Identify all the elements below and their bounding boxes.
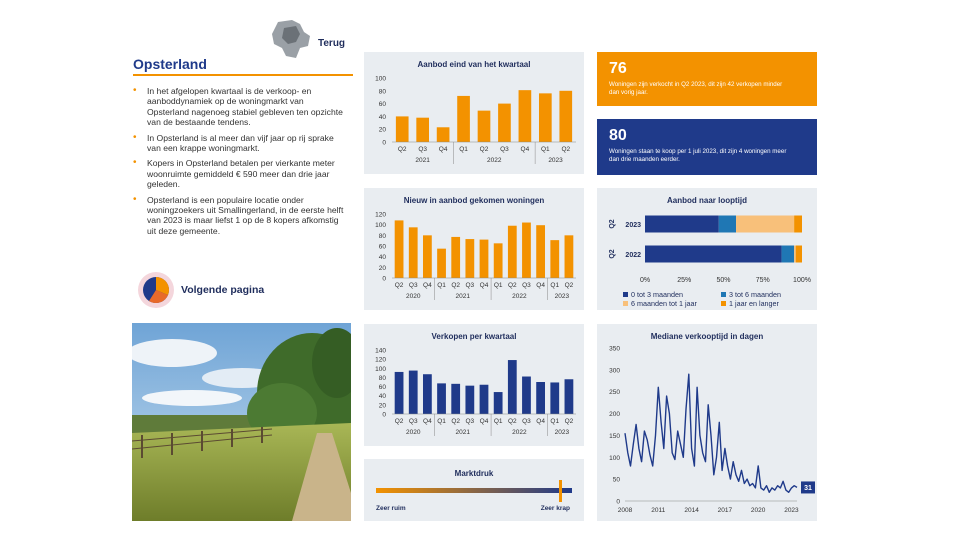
bar [437, 127, 450, 142]
x-tick-label: Q3 [522, 282, 531, 289]
bar [409, 371, 418, 414]
panel-aanbod [364, 52, 584, 174]
y-tick-label: 40 [378, 254, 386, 262]
kpi-card-forsale [597, 119, 817, 175]
panel-looptijd [597, 188, 817, 310]
x-tick-label: Q1 [550, 418, 560, 425]
intro-bullets [133, 86, 348, 241]
bar [536, 382, 545, 414]
x-tick-label: Q2 [564, 418, 574, 425]
x-tick-label: Q3 [408, 282, 418, 289]
y-tick-label: 40 [378, 113, 386, 121]
bar [465, 239, 474, 278]
bullet-item: • In het afgelopen kwartaal is de verkoop- en aanboddynamiek op de woningmarkt van Opsterland nagenoeg stabiel gebleven ten opzichte van de bestaande tendens. [133, 86, 348, 128]
bar [565, 379, 574, 414]
legend-label: 3 tot 6 maanden [729, 290, 781, 299]
marktdruk-right-label: Zeer krap [540, 505, 570, 512]
group-label: Q2 [609, 219, 616, 229]
bar [437, 383, 446, 414]
bar [519, 90, 532, 142]
stacked-segment [736, 216, 794, 233]
year-group-label: 2020 [405, 429, 421, 436]
stacked-segment [794, 246, 796, 263]
y-tick-label: 350 [609, 345, 620, 353]
y-tick-label: 40 [378, 393, 386, 401]
legend-item [721, 290, 781, 299]
y-tick-label: 250 [609, 389, 620, 397]
bar [498, 104, 511, 142]
bar [423, 235, 432, 278]
bar [536, 225, 545, 278]
x-tick-label: Q4 [520, 146, 530, 153]
bar [480, 385, 489, 414]
year-group-label: 2021 [455, 293, 471, 300]
x-tick-label: 25% [677, 277, 692, 284]
y-tick-label: 20 [378, 402, 386, 410]
x-tick-label: Q4 [536, 418, 545, 425]
x-tick-label: Q1 [437, 418, 446, 425]
marktdruk-marker [559, 480, 562, 502]
x-tick-label: 50% [716, 277, 731, 284]
legend-swatch [623, 292, 628, 297]
bar [494, 243, 503, 278]
y-tick-label: 20 [378, 126, 386, 134]
year-group-label: 2022 [512, 429, 527, 436]
stacked-segment [645, 246, 782, 263]
year-group-label: 2021 [415, 157, 430, 164]
x-tick-label: 2011 [651, 507, 666, 514]
legend-item [721, 299, 779, 308]
page-title: Opsterland [133, 56, 207, 72]
marktdruk-left-label: Zeer ruim [376, 505, 406, 512]
y-tick-label: 0 [382, 275, 386, 283]
y-tick-label: 140 [375, 347, 386, 355]
legend-swatch [721, 292, 726, 297]
panel-marktdruk [364, 459, 584, 521]
x-tick-label: Q1 [540, 146, 550, 153]
y-tick-label: 120 [375, 211, 386, 219]
bar [451, 237, 460, 278]
y-tick-label: 100 [375, 365, 386, 373]
legend-item [623, 299, 697, 308]
bar [565, 235, 574, 278]
y-tick-label: 50 [612, 476, 620, 484]
bar [478, 111, 491, 142]
y-tick-label: 200 [609, 411, 620, 419]
x-tick-label: Q3 [408, 418, 418, 425]
bar [396, 116, 409, 142]
stacked-segment [645, 216, 719, 233]
x-tick-label: Q2 [451, 418, 461, 425]
year-group-label: 2023 [554, 429, 570, 436]
x-tick-label: Q1 [459, 146, 468, 153]
last-value-label: 31 [804, 484, 812, 492]
x-tick-label: Q2 [479, 146, 489, 153]
y-tick-label: 300 [609, 367, 620, 375]
chart-verkooptijd [597, 324, 817, 521]
year-group-label: 2022 [512, 293, 527, 300]
y-tick-label: 80 [378, 232, 386, 240]
legend-label: 0 tot 3 maanden [631, 290, 683, 299]
legend-label: 1 jaar en langer [729, 299, 779, 308]
year-group-label: 2020 [405, 293, 421, 300]
y-tick-label: 100 [609, 454, 620, 462]
x-tick-label: Q2 [561, 146, 571, 153]
bar [522, 223, 531, 278]
bar [423, 374, 432, 414]
bar [395, 220, 404, 278]
x-tick-label: Q4 [479, 282, 489, 289]
x-tick-label: Q4 [423, 282, 432, 289]
bar [409, 227, 418, 278]
y-tick-label: 60 [378, 243, 386, 251]
x-tick-label: Q2 [451, 282, 461, 289]
year-group-label: 2023 [548, 157, 563, 164]
chart-title: Nieuw in aanbod gekomen woningen [403, 196, 545, 205]
kpi-value: 80 [609, 127, 627, 144]
chart-nieuw [364, 188, 584, 310]
bar [457, 96, 470, 142]
x-tick-label: Q1 [550, 282, 560, 289]
bullet-item: • In Opsterland is al meer dan vijf jaar op rij sprake van een krappe woningmarkt. [133, 133, 348, 154]
y-tick-label: 0 [382, 411, 386, 419]
x-tick-label: Q3 [500, 146, 509, 153]
x-tick-label: Q3 [465, 418, 475, 425]
x-tick-label: Q3 [418, 146, 428, 153]
bullet-item: • Opsterland is een populaire locatie onder woningzoekers uit Smallingerland, in de eerste helft van 2023 is maar liefst 1 op de 8 kopers afkomstig uit deze gemeente. [133, 195, 348, 237]
chart-title: Verkopen per kwartaal [431, 332, 517, 341]
stacked-segment [719, 216, 736, 233]
x-tick-label: 2020 [750, 507, 766, 514]
bar [559, 91, 572, 142]
y-tick-label: 80 [378, 88, 386, 96]
bar [395, 372, 404, 414]
panel-verkopen [364, 324, 584, 446]
bar [480, 240, 489, 278]
bar [550, 382, 559, 414]
x-tick-label: Q3 [522, 418, 531, 425]
x-tick-label: Q3 [465, 282, 475, 289]
x-tick-label: Q1 [493, 282, 503, 289]
x-tick-label: Q2 [394, 418, 404, 425]
x-tick-label: Q4 [423, 418, 432, 425]
group-label: Q2 [609, 249, 616, 259]
kpi-text: Woningen zijn verkocht in Q2 2023, dit zijn 42 verkopen minder dan vorig jaar. [609, 81, 783, 96]
x-tick-label: 100% [793, 277, 811, 284]
year-group-label: 2022 [486, 157, 502, 164]
year-group-label: 2023 [554, 293, 570, 300]
kpi-text: Woningen staan te koop per 1 juli 2023, dit zijn 4 woningen meer dan drie maanden eerder. [609, 148, 787, 163]
bar [451, 384, 460, 414]
back-link[interactable]: Terug [318, 38, 346, 49]
x-tick-label: Q4 [438, 146, 448, 153]
x-tick-label: 75% [755, 277, 770, 284]
panel-verkooptijd [597, 324, 817, 521]
y-tick-label: 120 [375, 356, 386, 364]
y-tick-label: 150 [609, 432, 620, 440]
landscape-photo [132, 323, 351, 521]
stacked-segment [794, 216, 802, 233]
marktdruk-title: Marktdruk [454, 469, 494, 478]
chart-title: Mediane verkooptijd in dagen [650, 332, 764, 341]
x-tick-label: 2023 [784, 507, 799, 514]
x-tick-label: Q4 [536, 282, 545, 289]
chart-title: Aanbod naar looptijd [667, 196, 747, 205]
title-underline [133, 74, 353, 76]
chart-verkopen [364, 324, 584, 446]
chart-aanbod [364, 52, 584, 174]
legend-label: 6 maanden tot 1 jaar [631, 299, 697, 308]
panel-nieuw [364, 188, 584, 310]
y-tick-label: 80 [378, 374, 386, 382]
x-tick-label: Q2 [394, 282, 404, 289]
bar [437, 249, 446, 278]
legend-item [623, 290, 683, 299]
y-category-label: 2022 [625, 252, 641, 259]
bar [508, 226, 517, 278]
stacked-segment [796, 246, 802, 263]
bar [539, 93, 552, 142]
y-tick-label: 100 [375, 222, 386, 230]
x-tick-label: Q2 [507, 418, 517, 425]
kpi-value: 76 [609, 60, 627, 77]
x-tick-label: 0% [639, 277, 651, 284]
bar [508, 360, 517, 414]
bullet-item: • Kopers in Opsterland betalen per vierkante meter woonruimte gemiddeld € 590 meer dan drie jaar geleden. [133, 158, 348, 189]
x-tick-label: 2008 [617, 507, 633, 514]
x-tick-label: Q2 [397, 146, 407, 153]
bar [550, 240, 559, 278]
marktdruk-scale [376, 488, 572, 493]
x-tick-label: Q1 [493, 418, 503, 425]
map-icon [270, 18, 316, 62]
bar [416, 118, 429, 142]
legend-swatch [623, 301, 628, 306]
bar [494, 392, 503, 414]
legend-swatch [721, 301, 726, 306]
stacked-segment [782, 246, 795, 263]
chart-title: Aanbod eind van het kwartaal [417, 60, 531, 69]
bar [465, 386, 474, 414]
x-tick-label: Q2 [507, 282, 517, 289]
year-group-label: 2021 [455, 429, 471, 436]
x-tick-label: 2014 [684, 507, 699, 514]
y-tick-label: 20 [378, 264, 386, 272]
next-page-button[interactable] [137, 270, 297, 310]
y-tick-label: 0 [616, 498, 620, 506]
bar [522, 377, 531, 414]
kpi-card-sold [597, 52, 817, 106]
x-tick-label: 2017 [717, 507, 733, 514]
x-tick-label: Q4 [479, 418, 489, 425]
y-tick-label: 0 [382, 139, 386, 147]
x-tick-label: Q1 [437, 282, 446, 289]
y-tick-label: 100 [375, 75, 386, 83]
y-tick-label: 60 [378, 101, 386, 109]
x-tick-label: Q2 [564, 282, 574, 289]
series-line [625, 374, 797, 492]
y-tick-label: 60 [378, 384, 386, 392]
next-page-label: Volgende pagina [181, 284, 265, 296]
y-category-label: 2023 [625, 222, 641, 229]
pie-icon [137, 271, 175, 309]
